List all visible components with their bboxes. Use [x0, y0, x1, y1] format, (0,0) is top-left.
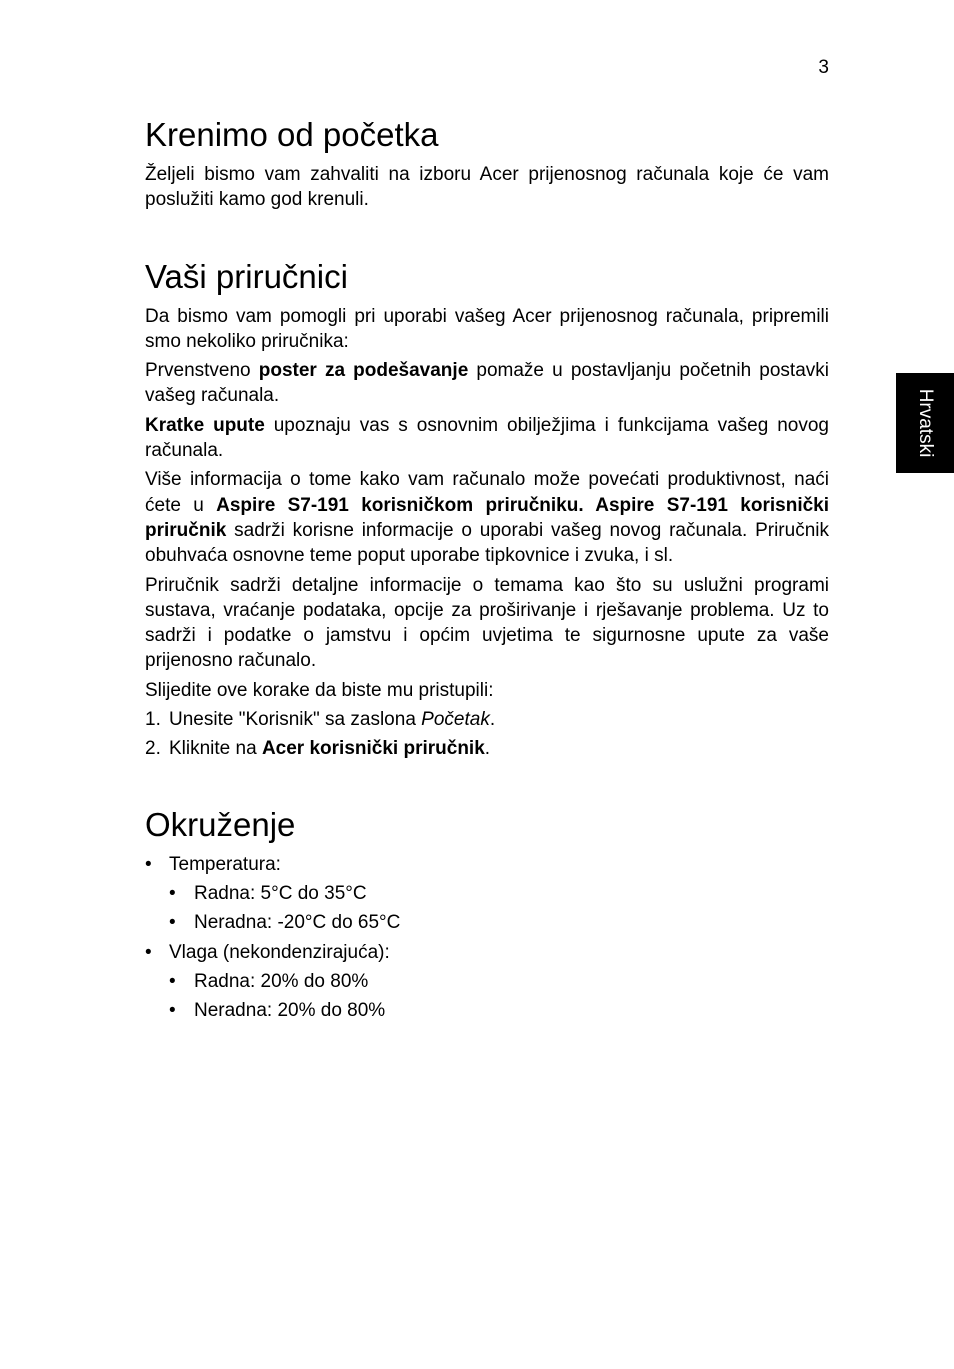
paragraph-setup-poster: Prvenstveno poster za podešavanje pomaže u postavljanju početnih postavki vašeg računala. [145, 360, 829, 407]
heading-getting-started: Krenimo od početka [145, 116, 439, 153]
page-content [145, 112, 829, 1023]
italic-start: Početak [421, 709, 490, 731]
heading-your-guides: Vaši priručnici [145, 257, 348, 295]
list-item-operating-temp: • Radna: 5°C do 35°C [169, 882, 367, 904]
list-item-temperature: • Temperatura: [145, 853, 281, 875]
language-tab [896, 373, 954, 473]
bold-setup-poster: poster za podešavanje [258, 360, 469, 382]
list-item-operating-humidity: • Radna: 20% do 80% [169, 970, 369, 992]
page-number: 3 [818, 57, 829, 78]
paragraph-manual-details: Priručnik sadrži detaljne informacije o temama kao što su uslužni programi sustava, vraćanje podataka, opcije za proširivanje i rješavanje problema. Uz to sadrži i podatke o jamstvu i općim uvjetima te sigurnosne upute za vaše prijenosno računalo. [145, 574, 829, 672]
list-item-nonoperating-temp: • Neradna: -20°C do 65°C [169, 912, 401, 934]
heading-environment: Okruženje [145, 805, 296, 843]
bold-user-manual: Aspire S7-191 korisničkom priručniku. Aspire S7-191 korisnički priručnik [145, 494, 830, 541]
bold-quick-guide: Kratke upute [145, 414, 265, 436]
paragraph-guides-intro: Da bismo vam pomogli pri uporabi vašeg Acer prijenosnog računala, pripremili smo nekoliko priručnika: [145, 305, 829, 352]
paragraph-user-manual: Više informacija o tome kako vam računalo može povećati produktivnost, naći ćete u Aspire S7-191 korisničkom priručniku. Aspire S7-191 korisnički priručnik sadrži korisne informacije o uporabi vašeg novog računala. Priručnik obuhvaća osnovne teme poput uporabe tipkovnice i zvuka, i sl. [145, 469, 830, 567]
list-item-humidity: • Vlaga (nekondenzirajuća): [145, 941, 390, 963]
paragraph-quick-guide: Kratke upute upoznaju vas s osnovnim obilježjima i funkcijama vašeg novog računala. [145, 414, 829, 462]
step-item-2: 2. Kliknite na Acer korisnički priručnik. [145, 738, 491, 760]
step-item-1: 1. Unesite "Korisnik" sa zaslona Početak. [145, 709, 496, 731]
bold-acer-manual: Acer korisnički priručnik [261, 738, 485, 760]
language-tab-label: Hrvatski [915, 388, 936, 458]
paragraph-steps-intro: Slijedite ove korake da biste mu pristupili: [145, 679, 494, 701]
paragraph-thanks: Željeli bismo vam zahvaliti na izboru Acer prijenosnog računala koje će vam poslužiti kamo god krenuli. [145, 164, 829, 211]
list-item-nonoperating-humidity: • Neradna: 20% do 80% [169, 1000, 386, 1022]
